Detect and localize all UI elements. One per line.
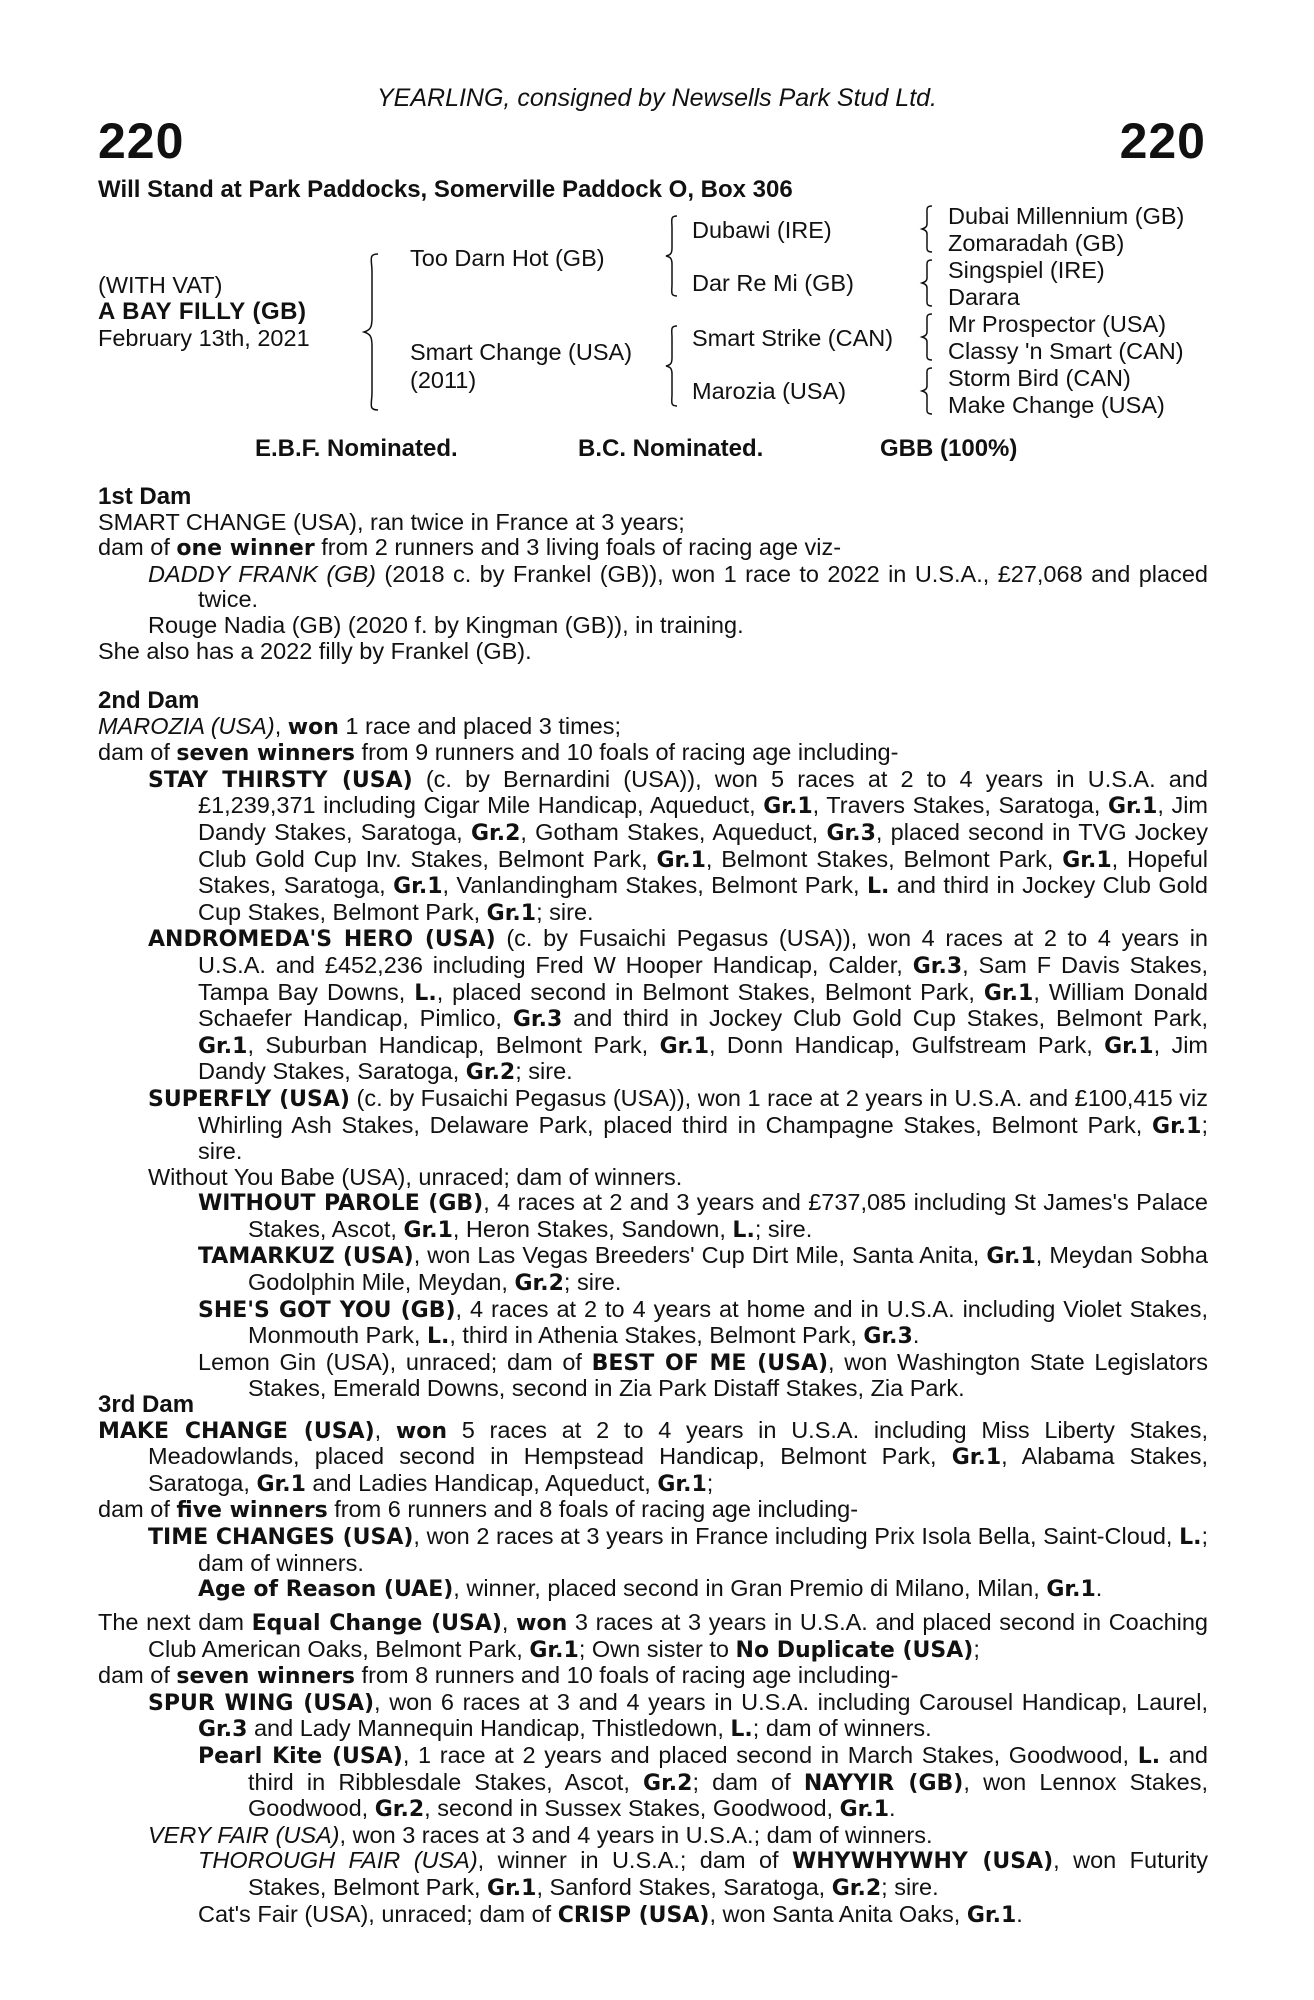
progeny-entry: VERY FAIR (USA), won 3 races at 3 and 4 years in U.S.A.; dam of winners.: [148, 1821, 933, 1848]
first-dam-line: SMART CHANGE (USA), ran twice in France at 3 years;: [98, 508, 685, 535]
gg-7: Storm Bird (CAN): [948, 365, 1131, 391]
grandprogeny-entry: SHE'S GOT YOU (GB), 4 races at 2 to 4 years at home and in U.S.A. including Violet Stakes, Monmouth Park, L., third in Athenia Stakes, Belmont Park, Gr.3.: [198, 1295, 1208, 1350]
dam-dam: Marozia (USA): [692, 378, 847, 404]
gg-8: Make Change (USA): [948, 392, 1165, 418]
first-dam-produce: dam of one winner from 2 runners and 3 living foals of racing age viz-: [98, 534, 842, 562]
third-dam-line: MAKE CHANGE (USA), won 5 races at 2 to 4 years in U.S.A. including Miss Liberty Stakes, Meadowlands, placed second in Hempstead Handicap, Belmont Park, Gr.1, Alabama Stakes, Saratoga, Gr.1 and Ladies Handicap, Aqueduct, Gr.1;: [98, 1416, 1208, 1497]
gbb-status: GBB (100%): [880, 435, 1018, 462]
gg-2: Zomaradah (GB): [948, 230, 1125, 256]
dam: Smart Change (USA): [410, 339, 633, 365]
third-dam-produce: dam of five winners from 6 runners and 8 foals of racing age including-: [98, 1496, 859, 1524]
grandprogeny-entry: THOROUGH FAIR (USA), winner in U.S.A.; dam of WHYWHYWHY (USA), won Futurity Stakes, Belmont Park, Gr.1, Sanford Stakes, Saratoga, Gr.2; sire.: [198, 1847, 1208, 1901]
next-dam-produce: dam of seven winners from 8 runners and 10 foals of racing age including-: [98, 1662, 899, 1690]
sire-sire: Dubawi (IRE): [692, 217, 832, 243]
brace-g3: [920, 312, 934, 362]
sire-dam: Dar Re Mi (GB): [692, 270, 854, 296]
bc-nomination: B.C. Nominated.: [578, 435, 764, 462]
lot-number-left: 220: [98, 113, 185, 169]
brace-g1: [920, 204, 934, 254]
dam-year: (2011): [410, 367, 477, 393]
brace-subject: [362, 252, 382, 412]
progeny-entry: DADDY FRANK (GB) (2018 c. by Frankel (GB)), won 1 race to 2022 in U.S.A., £27,068 and placed twice.: [148, 560, 1208, 613]
brace-dam: [664, 324, 680, 408]
gg-4: Darara: [948, 284, 1020, 310]
subject-horse: A BAY FILLY (GB): [98, 298, 307, 325]
second-dam-heading: 2nd Dam: [98, 687, 200, 714]
grandprogeny-entry: Cat's Fair (USA), unraced; dam of CRISP (USA), won Santa Anita Oaks, Gr.1.: [198, 1900, 1023, 1928]
progeny-entry: TIME CHANGES (USA), won 2 races at 3 years in France including Prix Isola Bella, Saint-Cloud, L.; dam of winners.: [148, 1522, 1208, 1576]
progeny-entry: SPUR WING (USA), won 6 races at 3 and 4 years in U.S.A. including Carousel Handicap, Laurel, Gr.3 and Lady Mannequin Handicap, Thistledown, L.; dam of winners.: [148, 1688, 1209, 1743]
gg-5: Mr Prospector (USA): [948, 311, 1167, 337]
progeny-entry: Rouge Nadia (GB) (2020 f. by Kingman (GB)), in training.: [148, 611, 744, 638]
second-dam-line: MAROZIA (USA), won 1 race and placed 3 times;: [98, 712, 622, 740]
consignor-line: YEARLING, consigned by Newsells Park Stud Ltd.: [377, 84, 937, 112]
second-dam-produce: dam of seven winners from 9 runners and 10 foals of racing age including-: [98, 739, 899, 767]
grandprogeny-entry: Pearl Kite (USA), 1 race at 2 years and placed second in March Stakes, Goodwood, L. and third in Ribblesdale Stakes, Ascot, Gr.2; dam of NAYYIR (GB), won Lennox Stakes, Goodwood, Gr.2, second in Sussex Stakes, Goodwood, Gr.1.: [198, 1741, 1208, 1823]
dam-sire: Smart Strike (CAN): [692, 325, 894, 351]
progeny-entry: STAY THIRSTY (USA) (c. by Bernardini (USA)), won 5 races at 2 to 4 years in U.S.A. and £1,239,371 including Cigar Mile Handicap, Aqueduct, Gr.1, Travers Stakes, Saratoga, Gr.1, Jim Dandy Stakes, Saratoga, Gr.2, Gotham Stakes, Aqueduct, Gr.3, placed second in TVG Jockey Club Gold Cup Inv. Stakes, Belmont Park, Gr.1, Belmont Stakes, Belmont Park, Gr.1, Hopeful Stakes, Saratoga, Gr.1, Vanlandingham Stakes, Belmont Park, L. and third in Jockey Club Gold Cup Stakes, Belmont Park, Gr.1; sire.: [148, 765, 1209, 926]
grandprogeny-entry: Lemon Gin (USA), unraced; dam of BEST OF ME (USA), won Washington State Legislators Stakes, Emerald Downs, second in Zia Park Distaff Stakes, Zia Park.: [198, 1348, 1208, 1402]
sire: Too Darn Hot (GB): [410, 245, 605, 271]
stand-location: Will Stand at Park Paddocks, Somerville Paddock O, Box 306: [98, 176, 793, 203]
next-dam-section: [98, 1610, 1208, 1928]
grandprogeny-entry: WITHOUT PAROLE (GB), 4 races at 2 and 3 years and £737,085 including St James's Palace Stakes, Ascot, Gr.1, Heron Stakes, Sandown, L.; sire.: [198, 1189, 1208, 1243]
third-dam-heading: 3rd Dam: [98, 1391, 195, 1418]
progeny-note: She also has a 2022 filly by Frankel (GB).: [98, 637, 532, 664]
third-dam-section: [98, 1392, 1208, 1603]
first-dam-heading: 1st Dam: [98, 483, 192, 510]
grandprogeny-entry: TAMARKUZ (USA), won Las Vegas Breeders' Cup Dirt Mile, Santa Anita, Gr.1, Meydan Sobha Godolphin Mile, Meydan, Gr.2; sire.: [198, 1242, 1208, 1297]
vat-note: (WITH VAT): [98, 272, 223, 298]
second-dam-section: [98, 688, 1208, 1402]
grandprogeny-entry: Age of Reason (UAE), winner, placed second in Gran Premio di Milano, Milan, Gr.1.: [198, 1575, 1103, 1603]
brace-g4: [920, 366, 934, 416]
brace-g2: [920, 258, 934, 308]
next-dam-line: The next dam Equal Change (USA), won 3 races at 3 years in U.S.A. and placed second in Coaching Club American Oaks, Belmont Park, Gr.1; Own sister to No Duplicate (USA);: [98, 1609, 1208, 1663]
gg-3: Singspiel (IRE): [948, 257, 1105, 283]
progeny-entry: Without You Babe (USA), unraced; dam of winners.: [148, 1163, 683, 1190]
gg-6: Classy 'n Smart (CAN): [948, 338, 1184, 364]
first-dam-section: [98, 484, 1208, 664]
foaling-date: February 13th, 2021: [98, 325, 310, 351]
ebf-nomination: E.B.F. Nominated.: [255, 435, 458, 462]
progeny-entry: SUPERFLY (USA) (c. by Fusaichi Pegasus (USA)), won 1 race at 2 years in U.S.A. and £100,415 viz Whirling Ash Stakes, Delaware Park, placed third in Champagne Stakes, Belmont Park, Gr.1; sire.: [148, 1084, 1209, 1165]
progeny-entry: ANDROMEDA'S HERO (USA) (c. by Fusaichi Pegasus (USA)), won 4 races at 2 to 4 years in U.S.A. and £452,236 including Fred W Hooper Handicap, Calder, Gr.3, Sam F Davis Stakes, Tampa Bay Downs, L., placed second in Belmont Stakes, Belmont Park, Gr.1, William Donald Schaefer Handicap, Pimlico, Gr.3 and third in Jockey Club Gold Cup Stakes, Belmont Park, Gr.1, Suburban Handicap, Belmont Park, Gr.1, Donn Handicap, Gulfstream Park, Gr.1, Jim Dandy Stakes, Saratoga, Gr.2; sire.: [148, 925, 1208, 1086]
lot-number-right: 220: [1119, 113, 1206, 169]
gg-1: Dubai Millennium (GB): [948, 203, 1185, 229]
brace-sire: [664, 214, 680, 298]
